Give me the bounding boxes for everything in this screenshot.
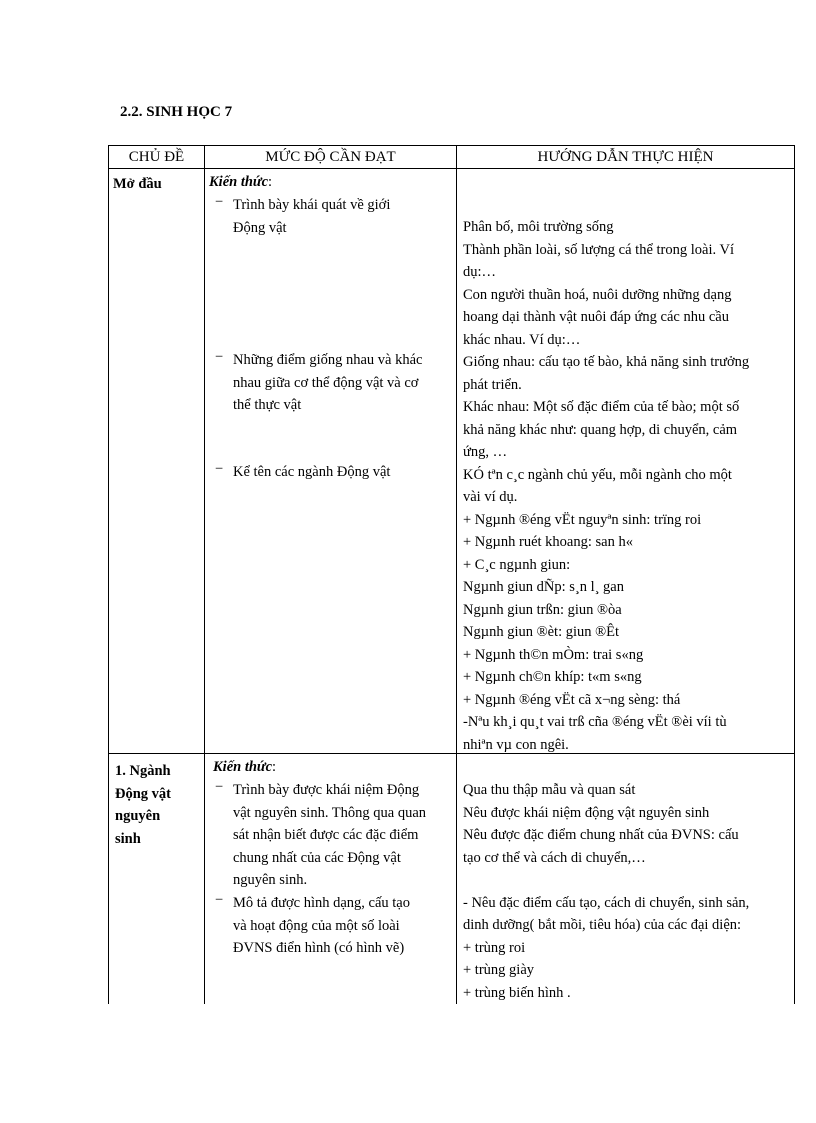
criteria-cell: [205, 754, 457, 1004]
curriculum-table: [108, 145, 795, 1004]
header-level: MỨC ĐỘ CẦN ĐẠT: [205, 146, 457, 169]
criterion-item: − Mô tả được hình dạng, cấu tạo và hoạt động của một số loài ĐVNS điển hình (có hình vẽ): [215, 892, 410, 956]
header-topic: CHỦ ĐỀ: [109, 146, 205, 169]
header-guidance: HƯỚNG DẪN THỰC HIỆN: [457, 146, 795, 169]
criterion-item: − Những điểm giống nhau và khác nhau giữa cơ thể động vật và cơ thể thực vật: [215, 349, 423, 413]
guidance-text: Qua thu thập mẫu và quan sát Nêu được khái niệm động vật nguyên sinh Nêu được đặc điểm chung nhất của ĐVNS: cấu tạo cơ thể và cách di chuyển,… - Nêu đặc điểm cấu tạo, cách di chuyển, sinh sản, dinh dưỡng( bắt mồi, tiêu hóa) của các đại diện: + trùng roi + trùng giày + trùng biến hình .: [463, 782, 750, 1001]
table-header-row: [109, 146, 795, 169]
criterion-item: − Kể tên các ngành Động vật: [215, 461, 391, 480]
knowledge-label: Kiến thức:: [213, 759, 277, 775]
topic-cell: [109, 754, 205, 1004]
knowledge-label: Kiến thức:: [209, 174, 273, 190]
guidance-text: Phân bố, môi trường sống Thành phần loài, số lượng cá thể trong loài. Ví dụ:… Con người thuần hoá, nuôi dưỡng những dạng hoang dại thành vật nuôi đáp ứng các nhu cầu khác nhau. Ví dụ:… Giống nhau: cấu tạo tế bào, khả năng sinh trưởng phát triển. Khác nhau: Một số đặc điểm của tế bào; một số khả năng khác như: quang hợp, di chuyển, cảm ứng, … KÓ tªn c¸c ngành chủ yếu, mỗi ngành cho một vài ví dụ. + Ngµnh ®éng vËt nguyªn sinh: trïng roi + Ngµnh ruét khoang: san h« + C¸c ngµnh giun: Ngµnh giun dÑp: s¸n l¸ gan Ngµnh giun trßn: giun ®òa Ngµnh giun ®èt: giun ®Êt + Ngµnh th©n mÒm: trai s«ng + Ngµnh ch©n khíp: t«m s«ng + Ngµnh ®éng vËt cã x¬ng sèng: thá -Nªu kh¸i qu¸t vai trß cña ®éng vËt ®èi víi tù nhiªn vµ con ngêi.: [463, 219, 750, 753]
section-heading: 2.2. SINH HỌC 7: [120, 104, 233, 120]
guidance-cell: [457, 754, 795, 1004]
guidance-cell: [457, 169, 795, 754]
criterion-item: − Trình bày được khái niệm Động vật nguyên sinh. Thông qua quan sát nhận biết được các đặc điểm chung nhất của các Động vật nguyên sinh.: [215, 779, 427, 888]
topic-cell: [109, 169, 205, 754]
topic-text: Mở đầu: [113, 176, 162, 192]
criteria-cell: [205, 169, 457, 754]
table-row: [109, 754, 795, 1004]
table-row: [109, 169, 795, 754]
topic-text: 1. Ngành Động vật nguyên sinh: [115, 763, 171, 847]
criterion-item: − Trình bày khái quát về giới Động vật: [215, 194, 391, 236]
